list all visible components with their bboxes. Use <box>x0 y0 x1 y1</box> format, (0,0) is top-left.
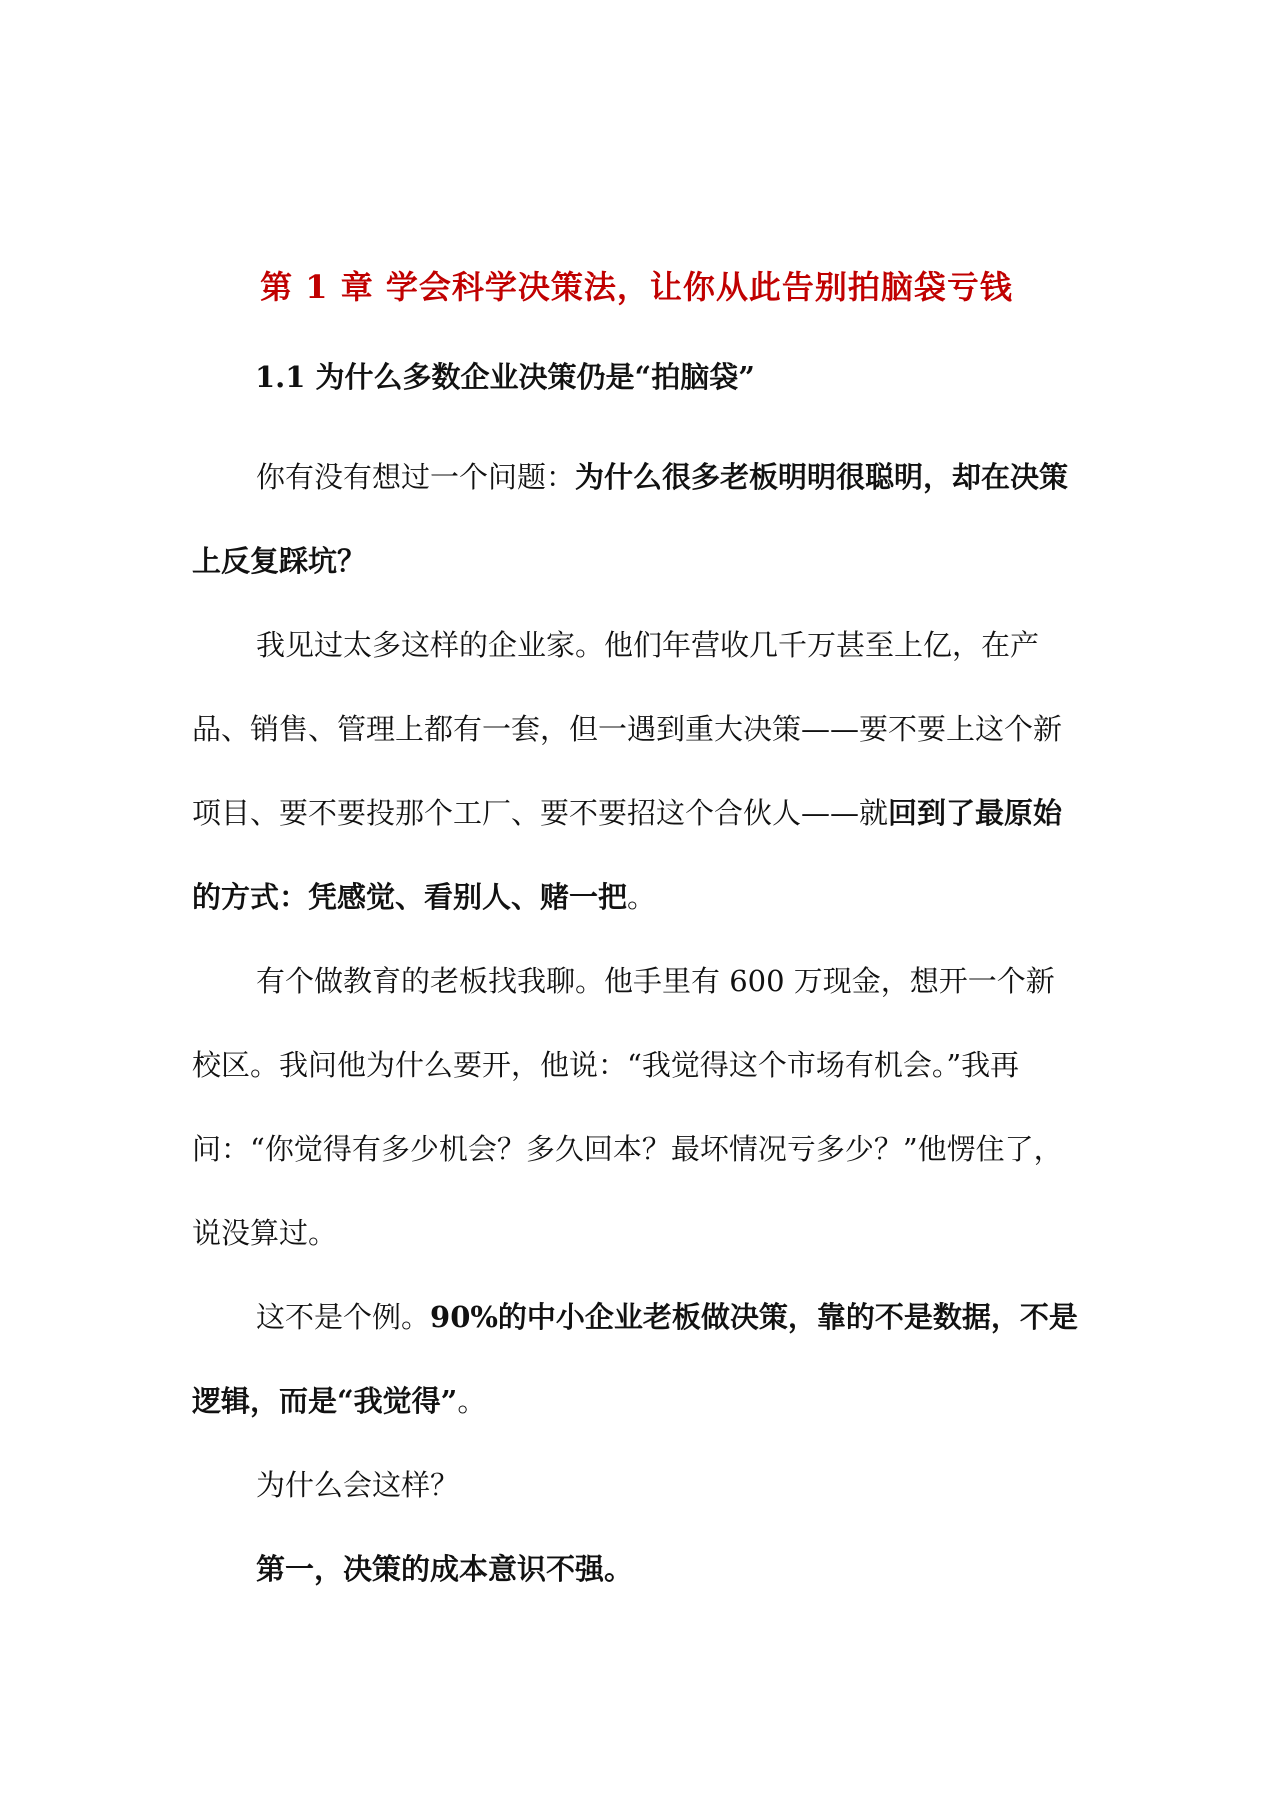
paragraph <box>192 1443 1082 1527</box>
paragraph-text: 。 <box>627 880 657 914</box>
paragraph-text: 为什么会这样？ <box>256 1468 460 1502</box>
chapter-title: 第 1 章 学会科学决策法，让你从此告别拍脑袋亏钱 <box>260 268 1013 306</box>
emphasis-text: 90%的中小企业老板做决策，靠的不是数据，不是逻辑，而是“我觉得” <box>192 1300 1078 1418</box>
paragraph-text: 你有没有想过一个问题： <box>256 460 576 494</box>
emphasis-text: 为什么很多老板明明很聪明，却在决策上反复踩坑？ <box>192 460 1069 578</box>
paragraph <box>192 603 1082 939</box>
paragraph <box>192 1275 1082 1443</box>
emphasis-text: 回到了最原始的方式：凭感觉、看别人、赌一把 <box>192 796 1063 914</box>
paragraph <box>192 435 1082 603</box>
emphasis-text: 第一，决策的成本意识不强。 <box>256 1552 634 1586</box>
paragraph <box>192 1527 1082 1611</box>
paragraph-text: 我见过太多这样的企业家。他们年营收几千万甚至上亿，在产品、销售、管理上都有一套，但一遇到重大决策——要不要上这个新项目、要不要投那个工厂、要不要招这个合伙人——就 <box>192 628 1063 830</box>
paragraph <box>192 939 1082 1275</box>
section-title: 1.1 为什么多数企业决策仍是“拍脑袋” <box>255 360 755 394</box>
paragraph-text: 。 <box>457 1384 487 1418</box>
paragraph-text: 这不是个例。 <box>256 1300 431 1334</box>
body-text <box>192 435 1082 1611</box>
paragraph-text: 有个做教育的老板找我聊。他手里有 600 万现金，想开一个新校区。我问他为什么要开，他说：“我觉得这个市场有机会。”我再问：“你觉得有多少机会？多久回本？最坏情况亏多少？”他愣住了，说没算过。 <box>192 964 1063 1250</box>
